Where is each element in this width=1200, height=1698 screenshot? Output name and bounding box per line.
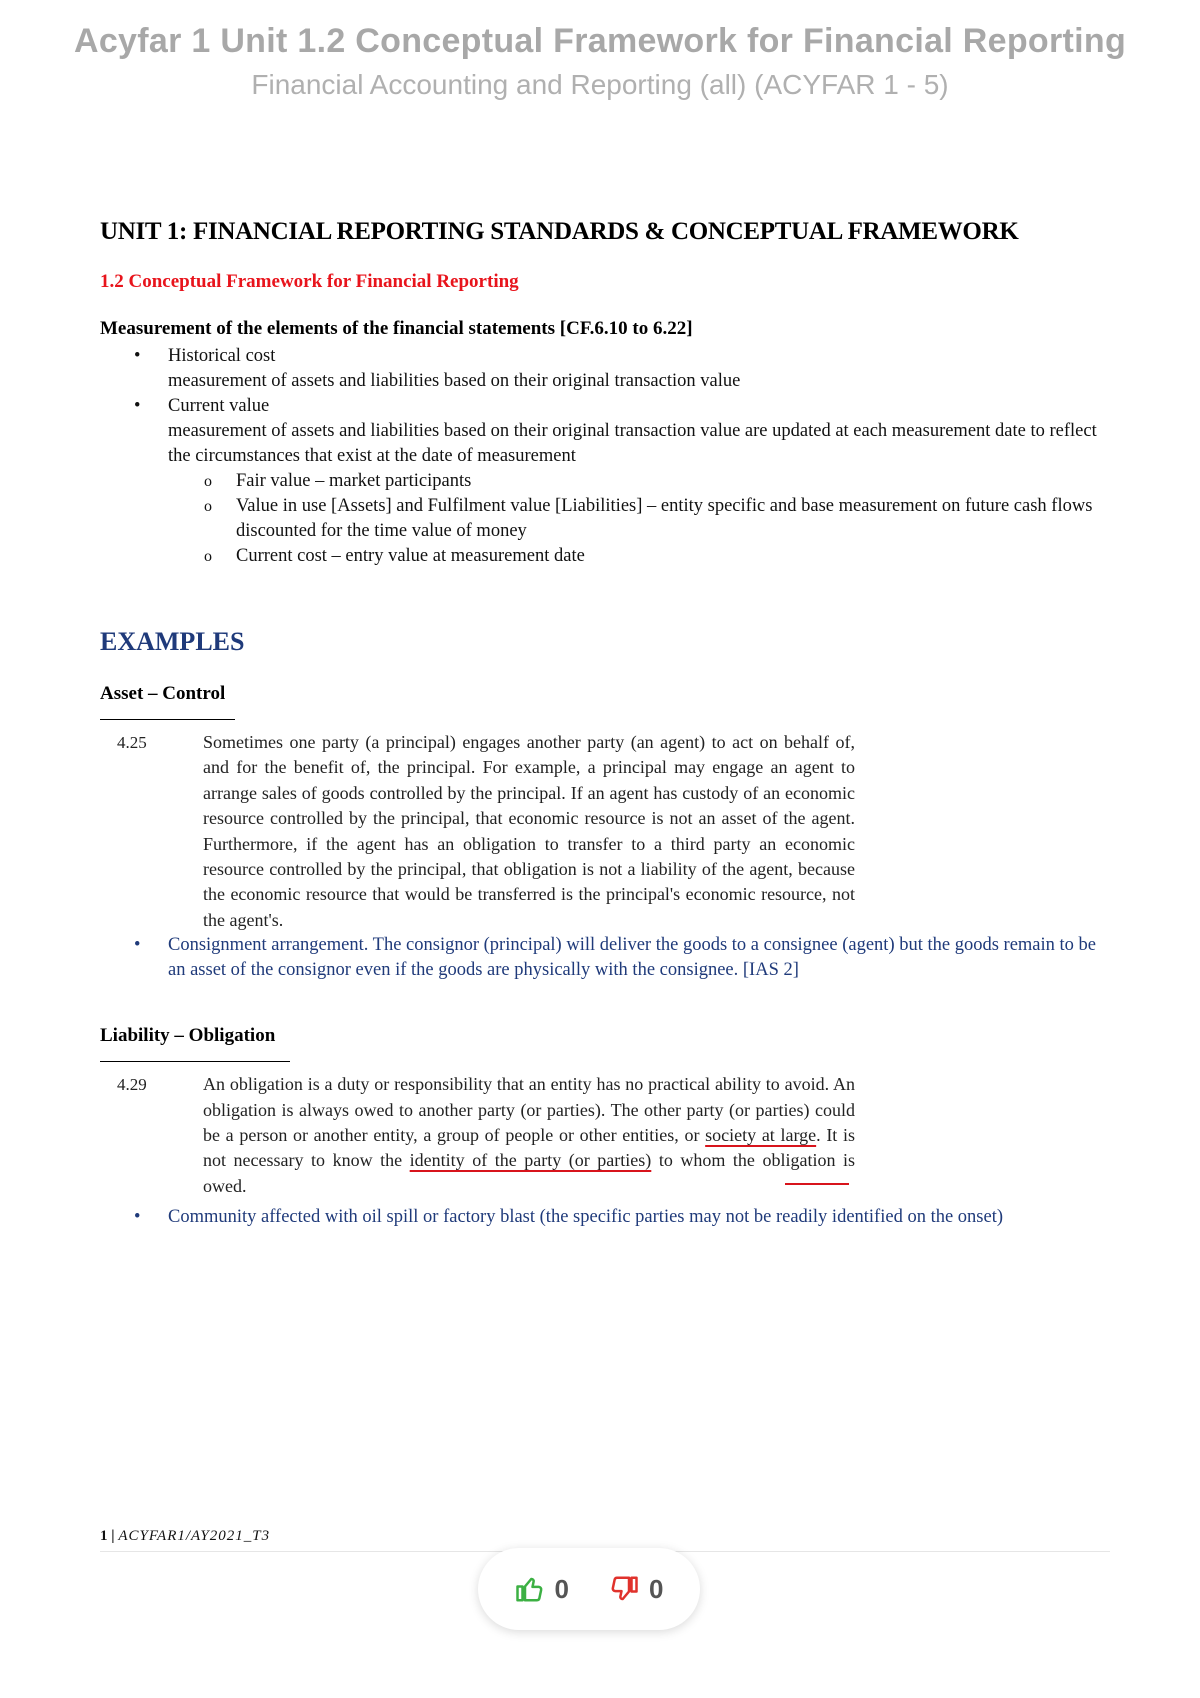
bullet-icon: • [134, 346, 141, 366]
page-number: 1 | [100, 1528, 115, 1544]
liability-heading: Liability – Obligation [100, 1025, 276, 1047]
asset-notes [100, 933, 1110, 983]
thumbs-up-icon [515, 1574, 545, 1604]
list-item-historical-cost [100, 344, 1110, 394]
sublist-item [168, 469, 1110, 494]
list-item-description: measurement of assets and liabilities based on their original transaction value are updated at each measurement date to reflect the circumstances that exist at the date of measurement [168, 421, 1097, 466]
current-value-sublist [168, 469, 1110, 569]
list-item-current-value [100, 394, 1110, 569]
asset-heading: Asset – Control [100, 683, 226, 704]
list-item-label: Historical cost [168, 346, 276, 366]
document-subtitle: Financial Accounting and Reporting (all) (ACYFAR 1 - 5) [251, 69, 949, 100]
paragraph-text-part: . It is not necessary to know the [203, 1125, 855, 1171]
handwritten-underline [785, 1183, 849, 1185]
liability-notes [100, 1205, 1110, 1230]
highlighted-phrase: identity of the party (or parties) [409, 1150, 652, 1171]
sublist-item-text: Current cost – entry value at measurement date [236, 546, 585, 566]
framework-excerpt-liability [100, 1072, 1110, 1199]
paragraph-text-part: to whom the obligation is owed. [203, 1150, 855, 1196]
upvote-count: 0 [554, 1573, 569, 1604]
sublist-item-text: Fair value – market participants [236, 471, 472, 491]
bullet-icon: • [134, 396, 141, 416]
list-item-label: Current value [168, 396, 270, 416]
paragraph-number: 4.29 [117, 1075, 147, 1095]
divider [100, 719, 235, 720]
document-header [0, 22, 1200, 101]
bullet-icon: • [134, 1207, 141, 1228]
paragraph-number: 4.25 [117, 733, 147, 752]
circle-bullet-icon: o [204, 498, 212, 515]
document-page [100, 218, 1110, 1230]
paragraph-text-part: An obligation is a duty or responsibility that an entity has no practical ability to avoid. An obligation is always owed to another party (or parties). The other party (or parties) could be a person or another entity, a group of people or other entities, or [203, 1074, 855, 1146]
section-heading: 1.2 Conceptual Framework for Financial Reporting [100, 271, 519, 292]
sublist-item-text: Value in use [Assets] and Fulfilment value [Liabilities] – entity specific and base measurement on future cash flows discounted for the time value of money [236, 496, 1093, 541]
circle-bullet-icon: o [204, 473, 212, 490]
note-text: Consignment arrangement. The consignor (principal) will deliver the goods to a consignee (agent) but the goods remain to be an asset of the consignor even if the goods are physically with the consignee. [IAS 2] [168, 935, 1097, 981]
examples-heading: EXAMPLES [100, 627, 245, 656]
document-code: ACYFAR1/AY2021_T3 [118, 1528, 271, 1544]
measurement-list [100, 344, 1110, 569]
bullet-icon: • [134, 935, 141, 956]
vote-widget [478, 1548, 700, 1630]
downvote-count: 0 [649, 1573, 664, 1604]
divider [100, 1061, 290, 1062]
note-item [100, 1205, 1110, 1230]
sublist-item [168, 544, 1110, 569]
sublist-item [168, 494, 1110, 544]
note-item [100, 933, 1110, 983]
document-title: Acyfar 1 Unit 1.2 Conceptual Framework for Financial Reporting [73, 22, 1127, 60]
unit-heading: UNIT 1: FINANCIAL REPORTING STANDARDS & CONCEPTUAL FRAMEWORK [100, 218, 1019, 245]
thumbs-down-icon [609, 1574, 639, 1604]
downvote-button[interactable] [609, 1574, 663, 1605]
measurement-heading: Measurement of the elements of the financial statements [CF.6.10 to 6.22] [100, 318, 693, 339]
list-item-description: measurement of assets and liabilities based on their original transaction value [168, 371, 741, 391]
circle-bullet-icon: o [204, 548, 212, 565]
highlighted-phrase: society at large [705, 1125, 817, 1146]
paragraph-text [203, 1072, 855, 1199]
note-text: Community affected with oil spill or factory blast (the specific parties may not be readily identified on the onset) [168, 1207, 1004, 1228]
upvote-button[interactable] [515, 1574, 569, 1605]
paragraph-text: Sometimes one party (a principal) engages another party (an agent) to act on behalf of, and for the benefit of, the principal. For example, a principal may engage an agent to arrange sales of goods controlled by the principal. If an agent has custody of an economic resource controlled by the principal, that economic resource is not an asset of the agent. Furthermore, if the agent has an obligation to transfer to a third party an economic resource controlled by the principal, that obligation is not a liability of the agent, because the economic resource that would be transferred is the principal's economic resource, not the agent's. [203, 732, 855, 930]
framework-excerpt-asset [100, 730, 1110, 933]
